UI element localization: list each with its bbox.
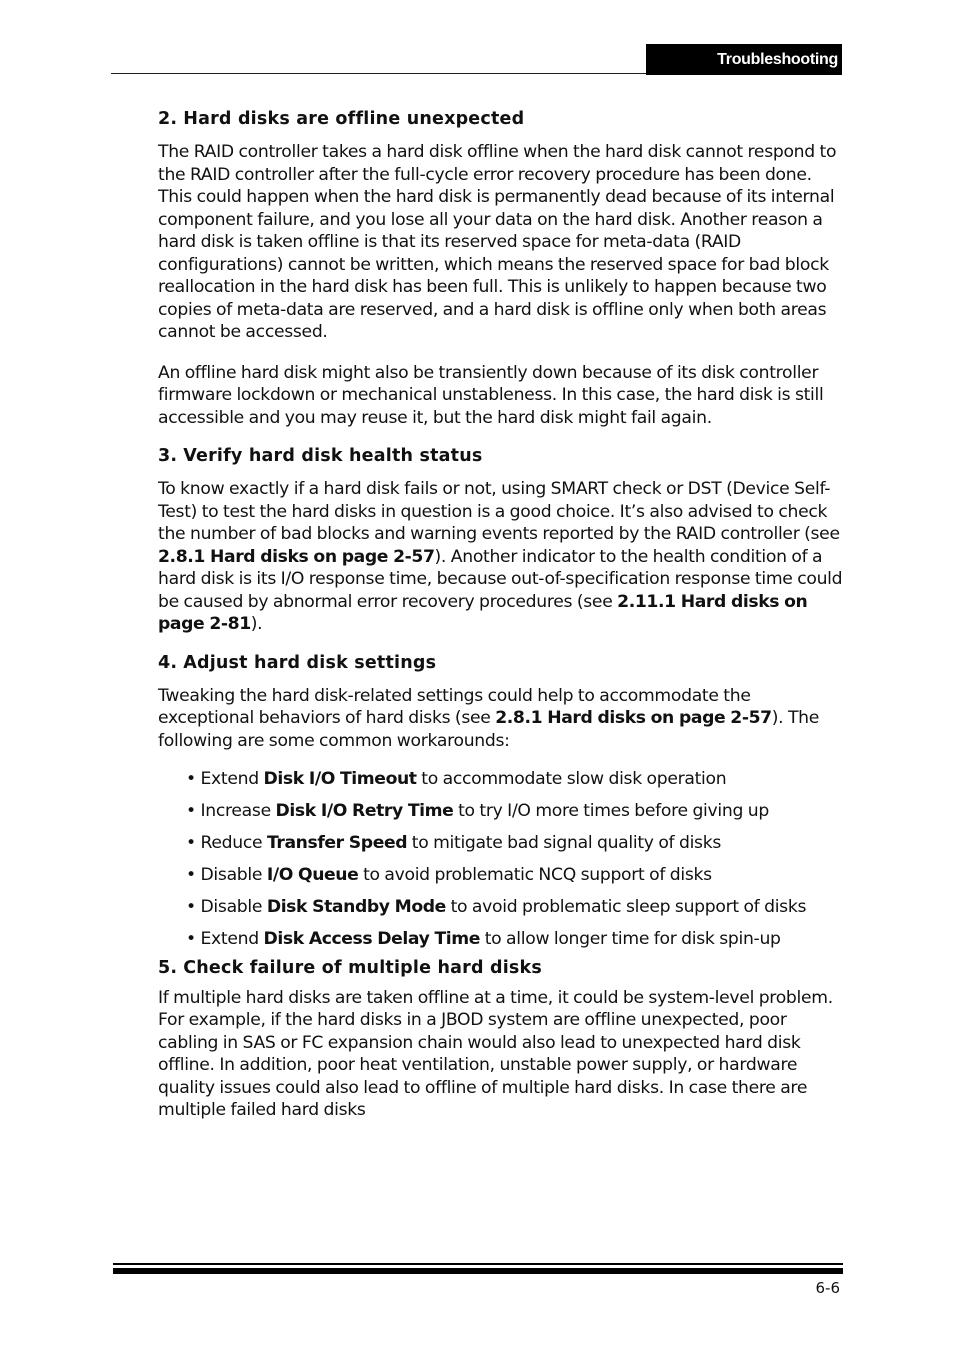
chapter-header-tab: Troubleshooting [646,44,842,75]
section-heading: 2. Hard disks are offline unexpected [158,109,525,129]
list-item: • Disable Disk Standby Mode to avoid problematic sleep support of disks [186,897,807,917]
section-heading: 4. Adjust hard disk settings [158,652,437,673]
cross-reference-link[interactable]: 2.11.1 Hard disks on page 2-81 [158,591,808,634]
list-item: • Disable I/O Queue to avoid problematic NCQ support of disks [186,865,712,885]
list-item: • Extend Disk I/O Timeout to accommodate slow disk operation [186,769,727,789]
list-item: • Extend Disk Access Delay Time to allow longer time for disk spin-up [186,929,781,949]
section-heading: 3. Verify hard disk health status [158,446,483,466]
workaround-list [186,768,843,951]
paragraph: An offline hard disk might also be transiently down because of its disk controller firmware lockdown or mechanical unstableness. In this case, the hard disk is still accessible and you may reuse it, but the hard disk might fail again. [158,362,824,428]
list-item: • Increase Disk I/O Retry Time to try I/O more times before giving up [186,801,769,821]
cross-reference-link[interactable]: 2.8.1 Hard disks on page 2-57 [495,708,772,728]
page-content [158,106,843,1140]
paragraph: If multiple hard disks are taken offline at a time, it could be system-level problem. For example, if the hard disks in a JBOD system are offline unexpected, poor cabling in SAS or FC expansion chain would also lead to unexpected hard disk offline. In addition, poor heat ventilation, unstable power supply, or hardware quality issues could also lead to offline of multiple hard disks. In case there are multiple failed hard disks [158,987,833,1120]
paragraph: To know exactly if a hard disk fails or not, using SMART check or DST (Device Self-Test) to test the hard disks in question is a good choice. It’s also advised to check the number of bad blocks and warning events reported by the RAID controller (see 2.8.1 Hard disks on page 2-57). Another indicator to the health condition of a hard disk is its I/O response time, because out-of-specification response time could be caused by abnormal error recovery procedures (see 2.11.1 Hard disks on page 2-81). [158,479,843,634]
footer-rule-thin [113,1263,843,1265]
paragraph: Tweaking the hard disk-related settings could help to accommodate the exceptional behaviors of hard disks (see 2.8.1 Hard disks on page 2-57). The following are some common workarounds: [158,685,820,751]
header-rule [111,73,647,74]
page-number: 6-6 [815,1279,840,1297]
footer-rule-thick [113,1268,843,1274]
cross-reference-link[interactable]: 2.8.1 Hard disks on page 2-57 [158,546,435,567]
list-item: • Reduce Transfer Speed to mitigate bad signal quality of disks [186,833,722,853]
paragraph: The RAID controller takes a hard disk offline when the hard disk cannot respond to the RAID controller after the full-cycle error recovery procedure has been done. This could happen when the hard disk is permanently dead because of its internal component failure, and you lose all your data on the hard disk. Another reason a hard disk is taken offline is that its reserved space for meta-data (RAID configurations) cannot be written, which means the reserved space for bad block reallocation in the hard disk has been full. This is unlikely to happen because two copies of meta-data are reserved, and a hard disk is offline only when both areas cannot be accessed. [158,142,837,342]
section-heading: 5. Check failure of multiple hard disks [158,957,542,978]
